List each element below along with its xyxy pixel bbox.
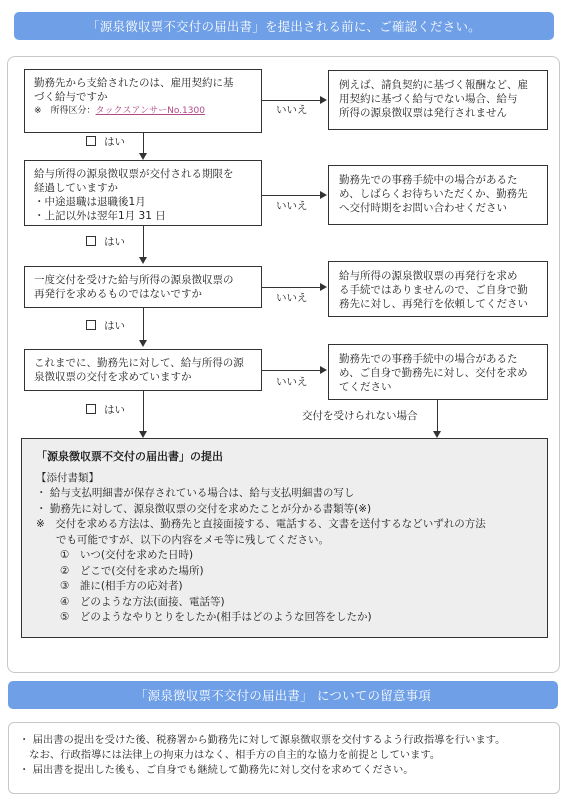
income-category-label: ※ 所得区分：: [34, 106, 96, 116]
no-arrow-3: [320, 283, 327, 291]
result-3-line-1: 給与所得の源泉徴収票の再発行を求め: [339, 270, 518, 282]
note-line-3: ・ 届出書を提出した後も、ご自身でも継続して勤務先に対し交付を求めてください。: [19, 764, 414, 776]
result-2-line-2: め、しばらくお待ちいただくか、勤務先: [339, 188, 528, 200]
question-box-1: [24, 69, 262, 133]
attachments-header: 【添付書類】: [36, 471, 99, 484]
result-1-line-1: 例えば、請負契約に基づく報酬など、雇: [339, 79, 528, 91]
notes-banner-text: 「源泉徴収票不交付の届出書」 についての留意事項: [134, 688, 432, 703]
question-4-line-2: 泉徴収票の交付を求めていますか: [34, 371, 192, 383]
notes-banner: [8, 681, 558, 709]
result-4-line-2: め、ご自身で勤務先に対し、交付を求め: [339, 367, 528, 379]
not-received-arrow: [433, 431, 441, 438]
question-1-line-2: づく給与ですか: [34, 91, 108, 103]
attachment-item-2: ・ 勤務先に対して、源泉徴収票の交付を求めたことが分かる書類等(※): [36, 502, 372, 515]
question-1-note: [34, 104, 252, 118]
top-banner: [14, 12, 554, 40]
result-box-4: [328, 344, 548, 400]
yes-arrow-1: [139, 153, 147, 160]
tax-answer-link[interactable]: タックスアンサーNo.1300: [95, 106, 205, 116]
result-3-line-3: 務先に対し、再発行を依頼してください: [339, 298, 528, 310]
memo-item-3: ③ 誰に(相手方の応対者): [60, 580, 183, 592]
yes-arrow-3: [139, 340, 147, 347]
top-banner-text: 「源泉徴収票不交付の届出書」を提出される前に、ご確認ください。: [87, 19, 481, 34]
yes-connector-4: [143, 391, 144, 431]
no-label-1: いいえ: [276, 104, 308, 116]
checkbox-icon: [86, 320, 96, 330]
notes-box: [8, 722, 560, 794]
no-arrow-2: [320, 191, 327, 199]
no-connector-2: [262, 195, 321, 196]
yes-arrow-2: [139, 257, 147, 264]
no-arrow-1: [320, 96, 327, 104]
result-2-line-3: へ交付時期をお問い合わせください: [339, 202, 507, 214]
question-4-line-1: これまでに、勤務先に対して、給与所得の源: [34, 357, 244, 369]
result-3-line-2: る手続ではありませんので、ご自身で勤: [339, 284, 528, 296]
yes-label-1: はい: [86, 136, 125, 149]
yes-label-3: はい: [86, 320, 125, 333]
yes-connector-1: [143, 133, 144, 153]
question-2-line-4: ・上記以外は翌年1月 31 日: [34, 210, 166, 222]
result-1-line-2: 用契約に基づく給与でない場合、給与: [339, 93, 518, 105]
yes-label-4: はい: [86, 404, 125, 417]
memo-item-5: ⑤ どのようなやりとりをしたか(相手はどのような回答をしたか): [60, 611, 372, 623]
question-box-3: [24, 266, 262, 308]
no-label-3: いいえ: [276, 292, 308, 304]
memo-item-2: ② どこで(交付を求めた場所): [60, 564, 204, 577]
note-line-1: ・ 届出書の提出を受けた後、税務署から勤務先に対して源泉徴収票を交付するよう行政指導を行います。: [19, 734, 506, 746]
note-line-2: なお、行政指導には法律上の拘束力はなく、相手方の自主的な協力を前提としています。: [19, 749, 441, 761]
no-label-4: いいえ: [276, 376, 308, 388]
question-2-line-2: 経過していますか: [34, 182, 118, 194]
question-3-line-2: 再発行を求めるものではないですか: [34, 288, 202, 300]
yes-label-2: はい: [86, 236, 125, 249]
result-box-1: [328, 70, 548, 130]
result-4-line-3: てください: [339, 381, 392, 393]
no-arrow-4: [320, 366, 327, 374]
not-received-label: 交付を受けられない場合: [302, 410, 418, 422]
checkbox-icon: [86, 404, 96, 414]
yes-connector-3: [143, 308, 144, 340]
no-connector-4: [262, 370, 321, 371]
attachment-item-1: ・ 給与支払明細書が保存されている場合は、給与支払明細書の写し: [36, 487, 355, 499]
question-2-line-1: 給与所得の源泉徴収票が交付される期限を: [34, 168, 234, 180]
checkbox-icon: [86, 236, 96, 246]
checkbox-icon: [86, 136, 96, 146]
not-received-connector: [437, 400, 438, 431]
question-1-line-1: 勤務先から支給されたのは、雇用契約に基: [34, 77, 234, 89]
question-box-2: [24, 160, 262, 226]
question-2-line-3: ・中途退職は退職後1月: [34, 196, 146, 208]
memo-item-4: ④ どのような方法(面接、電話等): [60, 595, 225, 608]
no-connector-3: [262, 287, 321, 288]
yes-arrow-4: [139, 431, 147, 438]
method-note-line-2: でも可能ですが、以下の内容をメモ等に残してください。: [56, 533, 329, 546]
result-1-line-3: 所得の源泉徴収票は発行されません: [339, 107, 507, 119]
method-note-line-1: ※ 交付を求める方法は、勤務先と直接面接する、電話する、文書を送付するなどいずれの方法: [36, 518, 486, 530]
memo-item-1: ① いつ(交付を求めた日時): [60, 549, 194, 561]
result-2-line-1: 勤務先での事務手続中の場合があるた: [339, 174, 518, 186]
submission-title: 「源泉徴収票不交付の届出書」の提出: [36, 450, 223, 463]
question-3-line-1: 一度交付を受けた給与所得の源泉徴収票の: [34, 274, 234, 286]
result-box-3: [328, 261, 548, 317]
no-connector-1: [262, 100, 321, 101]
no-label-2: いいえ: [276, 200, 308, 212]
result-4-line-1: 勤務先での事務手続中の場合があるた: [339, 353, 518, 365]
submission-box: [21, 438, 548, 638]
question-box-4: [24, 349, 262, 391]
result-box-2: [328, 165, 548, 225]
yes-connector-2: [143, 226, 144, 257]
